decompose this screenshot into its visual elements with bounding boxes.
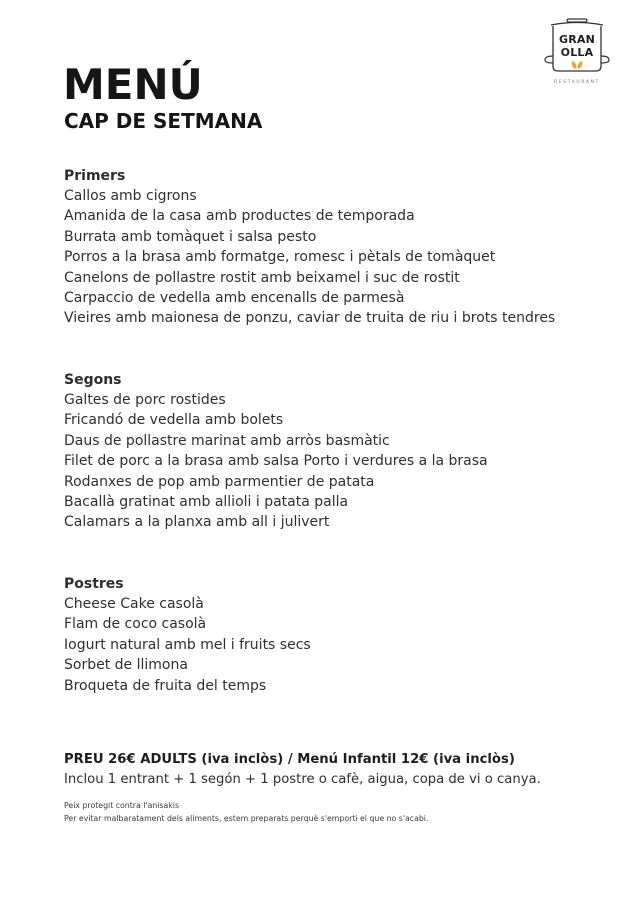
menu-item: Galtes de porc rostides xyxy=(64,392,226,408)
section-heading: Segons xyxy=(64,372,122,388)
menu-item: Burrata amb tomàquet i salsa pesto xyxy=(64,228,317,245)
section-postres xyxy=(64,574,311,696)
menu-item: Sorbet de llimona xyxy=(64,657,188,674)
menu-item: Porros a la brasa amb formatge, romesc i pètals de tomàquet xyxy=(64,249,496,266)
price-line: PREU 26€ ADULTS (iva inclòs) / Menú Infantil 12€ (iva inclòs) xyxy=(64,752,515,767)
menu-item: Daus de pollastre marinat amb arròs basmàtic xyxy=(64,432,390,449)
anisakis-note: Peix protegit contra l'anisakis xyxy=(64,801,180,810)
menu-item: Carpaccio de vedella amb encenalls de parmesà xyxy=(64,290,405,307)
menu-item: Broqueta de fruita del temps xyxy=(64,677,267,694)
menu-subtitle: CAP DE SETMANA xyxy=(64,109,263,133)
menu-item: Amanida de la casa amb productes de temporada xyxy=(64,208,415,225)
menu-item: Vieires amb maionesa de ponzu, caviar de truita de riu i brots tendres xyxy=(64,310,556,327)
menu-item: Calamars a la planxa amb all i julivert xyxy=(64,514,330,531)
menu-item: Cheese Cake casolà xyxy=(64,596,204,612)
logo-tagline: RESTAURANT xyxy=(554,80,600,85)
menu-item: Iogurt natural amb mel i fruits secs xyxy=(64,636,311,653)
menu-item: Rodanxes de pop amb parmentier de patata xyxy=(64,473,375,490)
section-heading: Postres xyxy=(64,576,124,592)
restaurant-logo xyxy=(542,16,612,88)
logo-text-olla: OLLA xyxy=(560,46,594,59)
menu-item: Bacallà gratinat amb allioli i patata palla xyxy=(64,494,349,511)
footer-notes xyxy=(64,799,428,825)
menu-item: Filet de porc a la brasa amb salsa Porto i verdures a la brasa xyxy=(64,453,488,470)
menu-item: Canelons de pollastre rostit amb beixamel i suc de rostit xyxy=(64,269,460,286)
includes-line: Inclou 1 entrant + 1 segón + 1 postre o cafè, aigua, copa de vi o canya. xyxy=(64,772,541,787)
logo-text-gran: GRAN xyxy=(558,33,596,46)
menu-title: MENÚ xyxy=(63,60,203,109)
section-heading: Primers xyxy=(64,168,126,184)
menu-item: Fricandó de vedella amb bolets xyxy=(64,412,284,429)
food-waste-note: Per evitar malbaratament dels aliments, estem preparats perquè s'emporti el que no s'acabi. xyxy=(64,814,429,823)
section-primers xyxy=(64,166,555,329)
section-segons xyxy=(64,370,488,533)
menu-item: Flam de coco casolà xyxy=(64,616,207,633)
menu-item: Callos amb cigrons xyxy=(64,188,197,204)
